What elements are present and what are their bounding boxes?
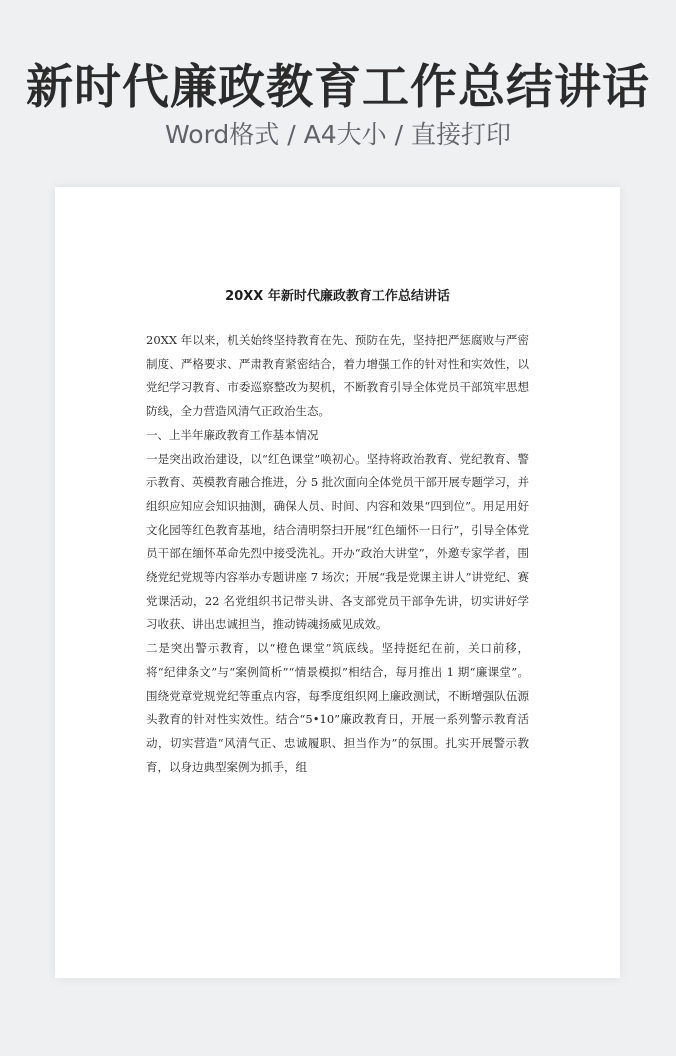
- document-page: [55, 187, 620, 978]
- document-body: [146, 329, 529, 779]
- paragraph-warning-education: 二是突出警示教育，以“橙色课堂”筑底线。坚持挺纪在前，关口前移，将“纪律条文”与“案例简析”“情景模拟”相结合，每月推出 1 期“廉课堂”。围绕党章党规党纪等重点内容，每季度组织网上廉政测试，不断增强队伍源头教育的针对性实效性。结合“5•10”廉政教育日，开展一系列警示教育活动，切实营造“风清气正、忠诚履职、担当作为”的氛围。扎实开展警示教育，以身边典型案例为抓手，组: [146, 641, 529, 774]
- banner-title: 新时代廉政教育工作总结讲话: [26, 60, 650, 115]
- document-title: 20XX 年新时代廉政教育工作总结讲话: [225, 289, 450, 304]
- paragraph-political-building: 一是突出政治建设，以“红色课堂”唤初心。坚持将政治教育、党纪教育、警示教育、英模教育融合推进，分 5 批次面向全体党员干部开展专题学习，并组织应知应会知识抽测，确保人员、时间、内容和效果“四到位”。用足用好文化园等红色教育基地，结合清明祭扫开展“红色缅怀一日行”，引导全体党员干部在缅怀革命先烈中接受洗礼。开办“政治大讲堂”，外邀专家学者，围绕党纪党规等内容举办专题讲座 7 场次；开展“我是党课主讲人”讲党纪、赛党课活动，22 名党组织书记带头讲、各支部党员干部争先讲，切实讲好学习收获、讲出忠诚担当，推动铸魂扬威见成效。: [146, 451, 529, 632]
- banner-subtitle: Word格式 / A4大小 / 直接打印: [165, 120, 511, 149]
- section-heading: 一、上半年廉政教育工作基本情况: [146, 427, 319, 442]
- paragraph-intro: 20XX 年以来，机关始终坚持教育在先、预防在先，坚持把严惩腐败与严密制度、严格要求、严肃教育紧密结合，着力增强工作的针对性和实效性，以党纪学习教育、市委巡察整改为契机，不断教育引导全体党员干部筑牢思想防线，全力营造风清气正政治生态。: [146, 333, 529, 419]
